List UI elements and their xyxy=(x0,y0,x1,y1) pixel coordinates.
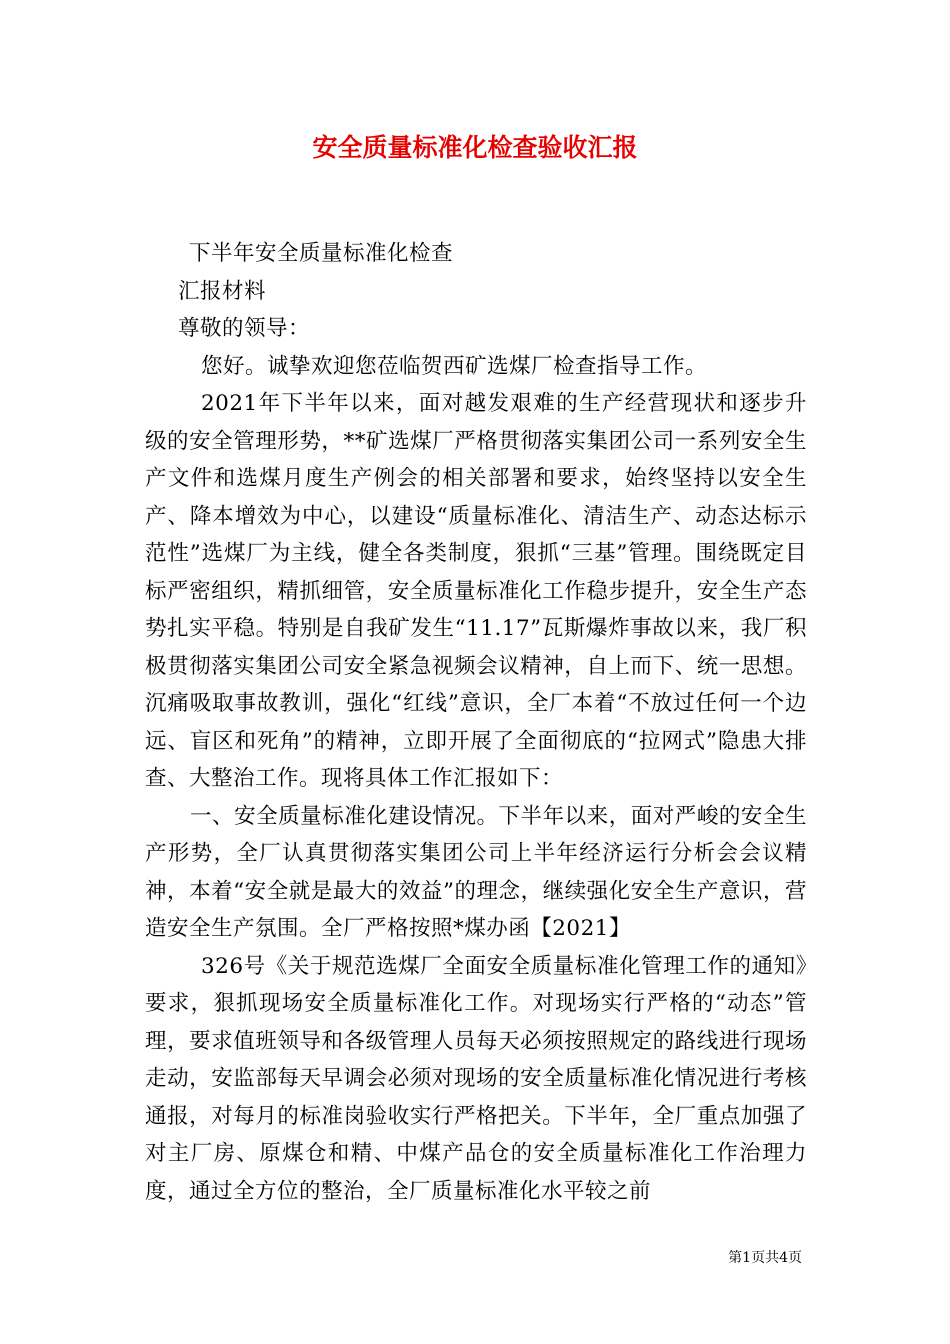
paragraph-subtitle: 下半年安全质量标准化检查 xyxy=(189,241,454,266)
paragraph-notice-326: 326号《关于规范选煤厂全面安全质量标准化管理工作的通知》要求，狠抓现场安全质量标准化工作。对现场实行严格的“动态”管理，要求值班领导和各级管理人员每天必须按照规定的路线进行现场走动，安监部每天早调会必须对现场的安全质量标准化情况进行考核通报，对每月的标准岗验收实行严格把关。下半年，全厂重点加强了对主厂房、原煤仓和精、中煤产品仓的安全质量标准化工作治理力度，通过全方位的整治，全厂质量标准化水平较之前 xyxy=(145,953,807,1204)
paragraph-section-one: 一、安全质量标准化建设情况。下半年以来，面对严峻的安全生产形势，全厂认真贯彻落实集团公司上半年经济运行分析会会议精神，本着“安全就是最大的效益”的理念，继续强化安全生产意识，营造安全生产氛围。全厂严格按照*煤办函【2021】 xyxy=(145,803,807,941)
page-number: 第1页共4页 xyxy=(728,1250,802,1266)
paragraph-salutation: 尊敬的领导： xyxy=(178,316,311,341)
paragraph-overview: 2021年下半年以来，面对越发艰难的生产经营现状和逐步升级的安全管理形势，**矿选煤厂严格贯彻落实集团公司一系列安全生产文件和选煤月度生产例会的相关部署和要求，始终坚持以安全生产、降本增效为中心，以建设“质量标准化、清洁生产、动态达标示范性”选煤厂为主线，健全各类制度，狠抓“三基”管理。围绕既定目标严密组织，精抓细管，安全质量标准化工作稳步提升，安全生产态势扎实平稳。特别是自我矿发生“11.17”瓦斯爆炸事故以来，我厂积极贯彻落实集团公司安全紧急视频会议精神，自上而下、统一思想。沉痛吸取事故教训，强化“红线”意识，全厂本着“不放过任何一个边远、盲区和死角”的精神，立即开展了全面彻底的“拉网式”隐患大排查、大整治工作。现将具体工作汇报如下： xyxy=(145,391,807,791)
paragraph-report-material: 汇报材料 xyxy=(178,278,267,304)
document-title: 安全质量标准化检查验收汇报 xyxy=(312,133,638,162)
paragraph-greeting: 您好。诚挚欢迎您莅临贺西矿选煤厂检查指导工作。 xyxy=(201,353,708,379)
document-body xyxy=(145,235,807,1210)
